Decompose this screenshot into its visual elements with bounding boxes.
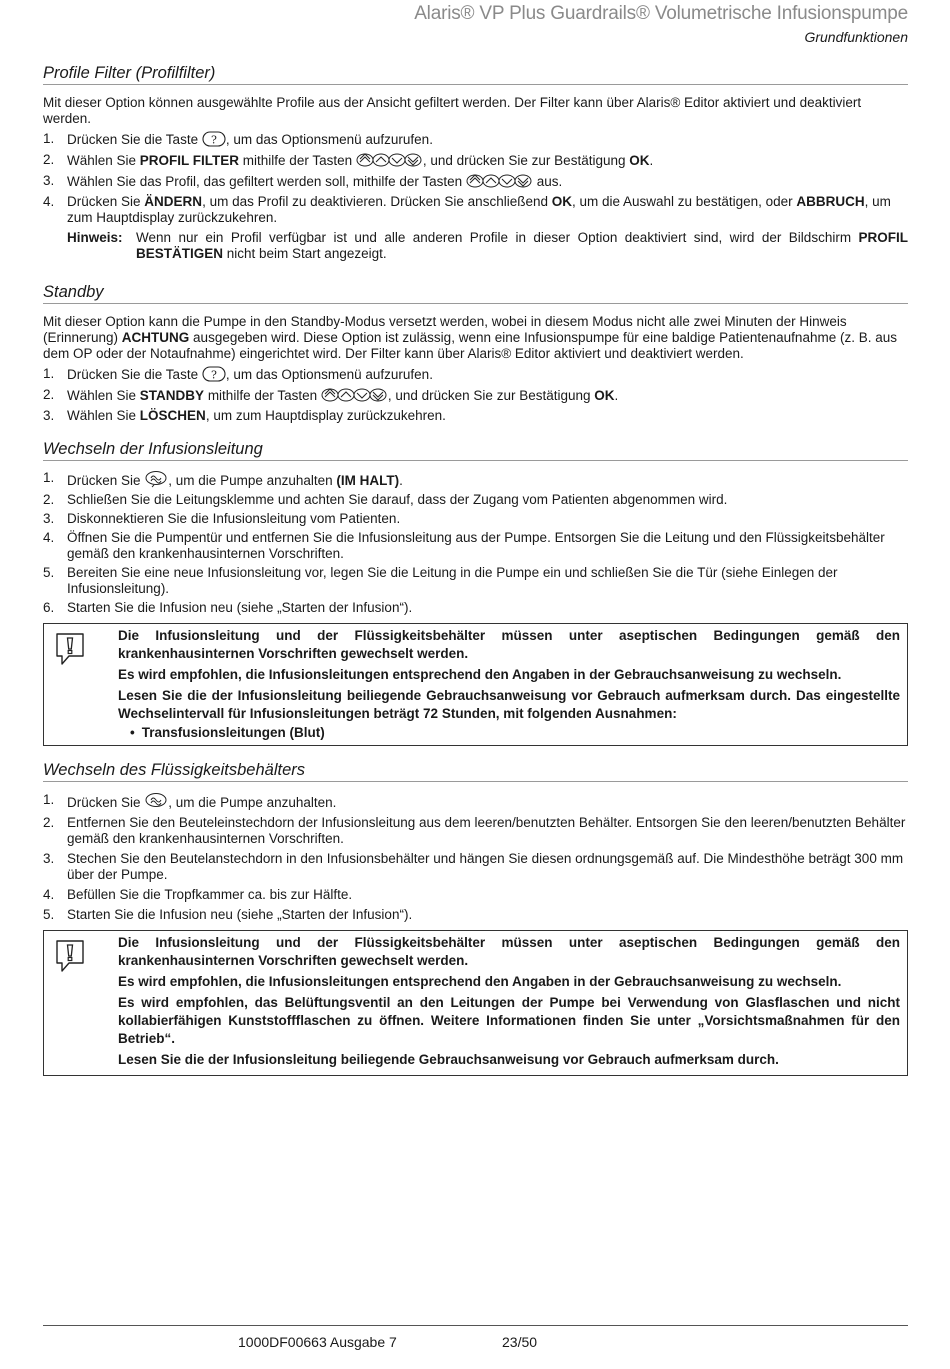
warning-text: Die Infusionsleitung und der Flüssigkeitsbehälter müssen unter aseptischen Bedingungen gemäß den krankenhausinternen Vorschriften gewechselt werden. [118, 935, 900, 968]
list-item [43, 194, 908, 226]
step-text: Öffnen Sie die Pumpentür und entfernen Sie die Infusionsleitung aus der Pumpe. Entsorgen Sie die Leitung und den Flüssigkeitsbehälter gemäß den krankenhausinternen Vorschriften. [67, 530, 885, 561]
warning-text: Lesen Sie die der Infusionsleitung beiliegende Gebrauchsanweisung vor Gebrauch aufmerksam durch. [118, 1052, 779, 1067]
section-profile-filter [43, 64, 908, 262]
warning-text: Lesen Sie die der Infusionsleitung beiliegende Gebrauchsanweisung vor Gebrauch aufmerksam durch. Das eingestellte Wechselintervall für Infusionsleitungen beträgt 72 Stunden, mit folgenden Ausnahmen: [118, 688, 900, 721]
warning-text: Es wird empfohlen, die Infusionsleitungen entsprechend den Angaben in der Gebrauchsanweisung zu wechseln. [118, 974, 842, 989]
step-number: 3. [43, 851, 55, 866]
section-heading: Wechseln des Flüssigkeitsbehälters [43, 761, 908, 782]
section-heading: Wechseln der Infusionsleitung [43, 440, 908, 461]
intro-text: ausgegeben wird. Diese Option ist zulässig, wenn eine Infusionspumpe für eine baldige Patientenaufnahme (z. B. aus dem OP oder der Notaufnahme) eingerichtet wird. Der Filter kann über Alaris® Editor aktiviert und deaktiviert werden. [43, 330, 897, 361]
note-keyword: PROFIL BESTÄTIGEN [136, 230, 908, 261]
step-text: Wählen Sie [67, 408, 140, 423]
step-keyword: OK [594, 388, 615, 403]
step-number: 2. [43, 152, 55, 167]
section-heading: Standby [43, 283, 908, 304]
step-text: Schließen Sie die Leitungsklemme und achten Sie darauf, dass der Zugang vom Patienten abgenommen wird. [67, 492, 728, 507]
step-text: Entfernen Sie den Beuteleinstechdorn der Infusionsleitung aus dem leeren/benutzten Behälter. Entsorgen Sie den leeren/benutzten Behälter gemäß den krankenhausinternen Vorschriften. [67, 815, 906, 846]
warning-box [43, 623, 908, 746]
help-key-icon [202, 366, 226, 382]
step-keyword: (IM HALT) [336, 473, 400, 488]
step-keyword: PROFIL FILTER [139, 153, 240, 168]
section-heading: Profile Filter (Profilfilter) [43, 64, 908, 85]
step-text: Befüllen Sie die Tropfkammer ca. bis zur Hälfte. [67, 887, 353, 902]
list-item [43, 173, 908, 190]
note-text [136, 230, 908, 262]
step-list [43, 366, 908, 424]
section-container-change [43, 761, 908, 1076]
svg-text:?: ? [210, 368, 217, 382]
list-item [43, 366, 908, 383]
step-number: 2. [43, 492, 55, 507]
list-item [43, 815, 908, 847]
section-intro: Mit dieser Option können ausgewählte Profile aus der Ansicht gefiltert werden. Der Filter kann über Alaris® Editor aktiviert und deaktiviert werden. [43, 95, 862, 126]
step-text: Drücken Sie [67, 795, 145, 810]
section-standby [43, 283, 908, 424]
step-keyword: STANDBY [139, 388, 205, 403]
step-text: Drücken Sie [67, 194, 145, 209]
step-text: Wählen Sie das Profil, das gefiltert werden soll, mithilfe der Tasten [67, 174, 466, 189]
warning-text: Die Infusionsleitung und der Flüssigkeitsbehälter müssen unter aseptischen Bedingungen gemäß den krankenhausinternen Vorschriften gewechselt werden. [118, 628, 900, 661]
step-number: 3. [43, 511, 55, 526]
step-keyword: OK [629, 153, 650, 168]
step-text: aus. [532, 174, 563, 189]
list-item [43, 511, 908, 527]
step-number: 4. [43, 887, 55, 902]
step-list [43, 792, 908, 923]
step-text: Diskonnektieren Sie die Infusionsleitung vom Patienten. [67, 511, 401, 526]
note-text-part: Wenn nur ein Profil verfügbar ist und alle anderen Profile in dieser Option deaktiviert sind, wird der Bildschirm [136, 230, 859, 245]
list-item [43, 565, 908, 597]
step-text: , und drücken Sie zur Bestätigung [422, 153, 630, 168]
step-text: Drücken Sie die Taste [67, 132, 202, 147]
step-list [43, 470, 908, 616]
step-text: , um die Auswahl zu bestätigen, oder [571, 194, 797, 209]
warning-bullet-list [118, 724, 900, 742]
section-intro [43, 314, 908, 362]
section-line-change [43, 440, 908, 746]
step-number: 1. [43, 792, 55, 807]
step-number: 2. [43, 387, 55, 402]
warning-text: Es wird empfohlen, das Belüftungsventil an den Leitungen der Pumpe bei Verwendung von Glasflaschen und nicht kollabierfähigen Kunststoffflaschen zu öffnen. Weitere Informationen finden Sie unter „Vorsichtsmaßnahmen für den Betrieb“. [118, 995, 900, 1046]
step-number: 4. [43, 194, 55, 209]
step-keyword: OK [551, 194, 572, 209]
intro-keyword: ACHTUNG [121, 330, 190, 345]
note-label: Hinweis: [67, 230, 123, 245]
step-text: , um das Optionsmenü aufzurufen. [225, 367, 433, 382]
step-keyword: ABBRUCH [796, 194, 865, 209]
up-down-arrow-keys-icon [321, 387, 388, 403]
step-text: mithilfe der Tasten [239, 153, 356, 168]
svg-text:?: ? [210, 133, 217, 147]
step-text: , um die Pumpe anzuhalten. [168, 795, 337, 810]
step-keyword: LÖSCHEN [139, 408, 206, 423]
step-list [43, 131, 908, 226]
hold-stop-key-icon [144, 792, 168, 810]
step-text: , um zum Hauptdisplay zurückzukehren. [205, 408, 446, 423]
note-text-part: nicht beim Start angezeigt. [223, 246, 387, 261]
step-text: Stechen Sie den Beutelanstechdorn in den Infusionsbehälter und hängen Sie diesen ordnungsgemäß auf. Die Mindesthöhe beträgt 300 mm über der Pumpe. [67, 851, 904, 882]
up-down-arrow-keys-icon [356, 152, 423, 168]
list-item [43, 530, 908, 562]
step-text: Starten Sie die Infusion neu (siehe „Starten der Infusion“). [67, 907, 413, 922]
warning-exclamation-icon [54, 631, 86, 667]
step-number: 1. [43, 366, 55, 381]
chapter-subtitle: Grundfunktionen [804, 29, 908, 45]
step-text: , um die Pumpe anzuhalten [168, 473, 337, 488]
intro-text: Mit dieser Option kann die Pumpe in den Standby-Modus versetzt werden, wobei in diesem Modus nicht alle zwei Minuten der Hinweis (Erinnerung) [43, 314, 847, 345]
step-text: mithilfe der Tasten [204, 388, 321, 403]
document-title: Alaris® VP Plus Guardrails® Volumetrische Infusionspumpe [414, 3, 908, 24]
list-item [43, 131, 908, 148]
list-item [43, 907, 908, 923]
step-text: , um das Profil zu deaktivieren. Drücken Sie anschließend [202, 194, 552, 209]
list-item [43, 887, 908, 903]
step-number: 1. [43, 470, 55, 485]
step-text: . [614, 388, 619, 403]
up-down-arrow-keys-icon [466, 173, 533, 189]
help-key-icon [202, 131, 226, 147]
step-number: 1. [43, 131, 55, 146]
step-text: , und drücken Sie zur Bestätigung [387, 388, 595, 403]
list-item [43, 851, 908, 883]
step-text: Starten Sie die Infusion neu (siehe „Starten der Infusion“). [67, 600, 413, 615]
list-item [43, 600, 908, 616]
list-item [43, 792, 908, 811]
step-number: 6. [43, 600, 55, 615]
step-text: Drücken Sie die Taste [67, 367, 202, 382]
step-text: . [399, 473, 403, 488]
hold-stop-key-icon [144, 470, 168, 488]
page-content [43, 64, 908, 1088]
footer-page-number: 23/50 [502, 1334, 538, 1350]
step-text: , um zum Hauptdisplay zurückzukehren. [67, 194, 891, 225]
step-text: Wählen Sie [67, 153, 140, 168]
step-number: 4. [43, 530, 55, 545]
step-number: 2. [43, 815, 55, 830]
note [67, 230, 908, 262]
footer-document-id: 1000DF00663 Ausgabe 7 [238, 1334, 397, 1350]
step-keyword: ÄNDERN [144, 194, 203, 209]
list-item [43, 492, 908, 508]
step-number: 5. [43, 907, 55, 922]
warning-box [43, 930, 908, 1076]
step-number: 3. [43, 173, 55, 188]
footer-divider [43, 1325, 908, 1326]
warning-bullet: • Transfusionsleitungen (Blut) [130, 724, 900, 742]
step-text: . [649, 153, 654, 168]
step-number: 5. [43, 565, 55, 580]
step-text: Bereiten Sie eine neue Infusionsleitung vor, legen Sie die Leitung in die Pumpe ein und schließen Sie die Tür (siehe Einlegen der Infusionsleitung). [67, 565, 838, 596]
list-item [43, 470, 908, 489]
step-text: Drücken Sie [67, 473, 145, 488]
list-item [43, 387, 908, 404]
warning-text: Es wird empfohlen, die Infusionsleitungen entsprechend den Angaben in der Gebrauchsanweisung zu wechseln. [118, 667, 842, 682]
warning-exclamation-icon [54, 938, 86, 974]
step-text: , um das Optionsmenü aufzurufen. [225, 132, 433, 147]
list-item [43, 408, 908, 424]
list-item [43, 152, 908, 169]
step-text: Wählen Sie [67, 388, 140, 403]
step-number: 3. [43, 408, 55, 423]
